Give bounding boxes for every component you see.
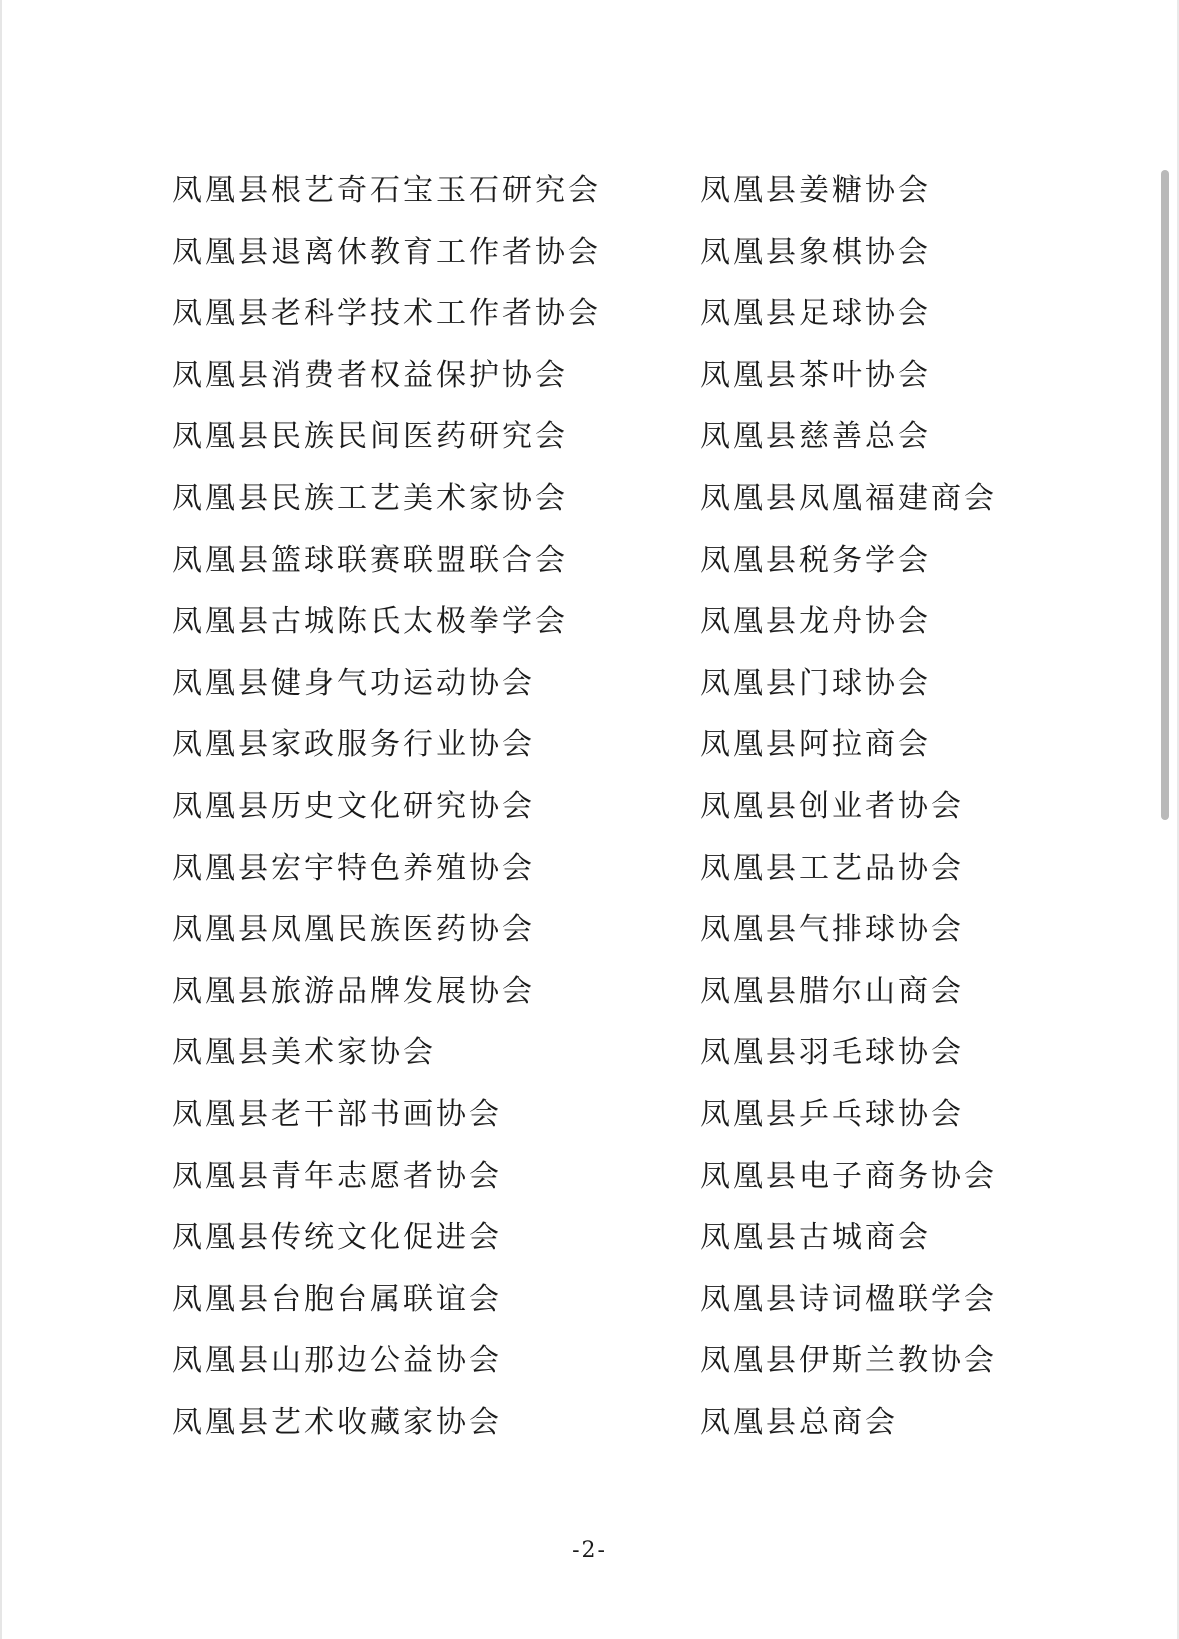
left-column-list bbox=[172, 160, 642, 1453]
organization-list-item: 凤凰县退离休教育工作者协会 bbox=[172, 234, 601, 270]
page-number: -2- bbox=[572, 1538, 607, 1563]
organization-list-item: 凤凰县乒乓球协会 bbox=[700, 1096, 964, 1132]
page-edge-left bbox=[0, 0, 2, 1639]
organization-list-item: 凤凰县健身气功运动协会 bbox=[172, 665, 535, 701]
organization-list-item: 凤凰县篮球联赛联盟联合会 bbox=[172, 542, 568, 578]
organization-list-item: 凤凰县姜糖协会 bbox=[700, 173, 931, 208]
organization-list-item: 凤凰县电子商务协会 bbox=[700, 1158, 997, 1194]
organization-list-item: 凤凰县艺术收藏家协会 bbox=[172, 1404, 502, 1440]
organization-list-item: 凤凰县民族民间医药研究会 bbox=[172, 419, 568, 455]
organization-list-item: 凤凰县龙舟协会 bbox=[700, 604, 931, 640]
right-column-list bbox=[700, 160, 1060, 1453]
vertical-scrollbar[interactable] bbox=[1161, 170, 1169, 820]
organization-list-item: 凤凰县历史文化研究协会 bbox=[172, 788, 535, 824]
organization-list-item: 凤凰县慈善总会 bbox=[700, 419, 931, 455]
organization-list-item: 凤凰县消费者权益保护协会 bbox=[172, 357, 568, 393]
organization-list-item: 凤凰县伊斯兰教协会 bbox=[700, 1343, 997, 1379]
organization-list-item: 凤凰县青年志愿者协会 bbox=[172, 1158, 502, 1194]
organization-list-item: 凤凰县古城商会 bbox=[700, 1220, 931, 1256]
organization-list-item: 凤凰县民族工艺美术家协会 bbox=[172, 480, 568, 516]
organization-list-item: 凤凰县老科学技术工作者协会 bbox=[172, 296, 601, 332]
organization-list-item: 凤凰县门球协会 bbox=[700, 665, 931, 701]
organization-list-item: 凤凰县阿拉商会 bbox=[700, 727, 931, 763]
organization-list-item: 凤凰县古城陈氏太极拳学会 bbox=[172, 604, 568, 640]
organization-list-item: 凤凰县税务学会 bbox=[700, 542, 931, 578]
organization-list-item: 凤凰县凤凰民族医药协会 bbox=[172, 912, 535, 948]
organization-list-item: 凤凰县创业者协会 bbox=[700, 788, 964, 824]
organization-list-item: 凤凰县家政服务行业协会 bbox=[172, 727, 535, 763]
organization-list-item: 凤凰县气排球协会 bbox=[700, 912, 964, 948]
organization-list-item: 凤凰县茶叶协会 bbox=[700, 357, 931, 393]
organization-list-item: 凤凰县根艺奇石宝玉石研究会 bbox=[172, 173, 601, 208]
organization-list-item: 凤凰县诗词楹联学会 bbox=[700, 1281, 997, 1317]
organization-list-item: 凤凰县老干部书画协会 bbox=[172, 1096, 502, 1132]
organization-list-item: 凤凰县足球协会 bbox=[700, 296, 931, 332]
organization-list-item: 凤凰县传统文化促进会 bbox=[172, 1220, 502, 1256]
organization-list-item: 凤凰县象棋协会 bbox=[700, 234, 931, 270]
organization-list-item: 凤凰县羽毛球协会 bbox=[700, 1035, 964, 1071]
organization-list-item: 凤凰县山那边公益协会 bbox=[172, 1343, 502, 1379]
organization-list-item: 凤凰县凤凰福建商会 bbox=[700, 480, 997, 516]
organization-list-item: 凤凰县台胞台属联谊会 bbox=[172, 1281, 502, 1317]
organization-list-item: 凤凰县总商会 bbox=[700, 1404, 898, 1440]
organization-list-item: 凤凰县美术家协会 bbox=[172, 1035, 436, 1071]
organization-list-item: 凤凰县腊尔山商会 bbox=[700, 973, 964, 1009]
organization-list-item: 凤凰县旅游品牌发展协会 bbox=[172, 973, 535, 1009]
organization-list-item: 凤凰县工艺品协会 bbox=[700, 850, 964, 886]
organization-list-item: 凤凰县宏宇特色养殖协会 bbox=[172, 850, 535, 886]
